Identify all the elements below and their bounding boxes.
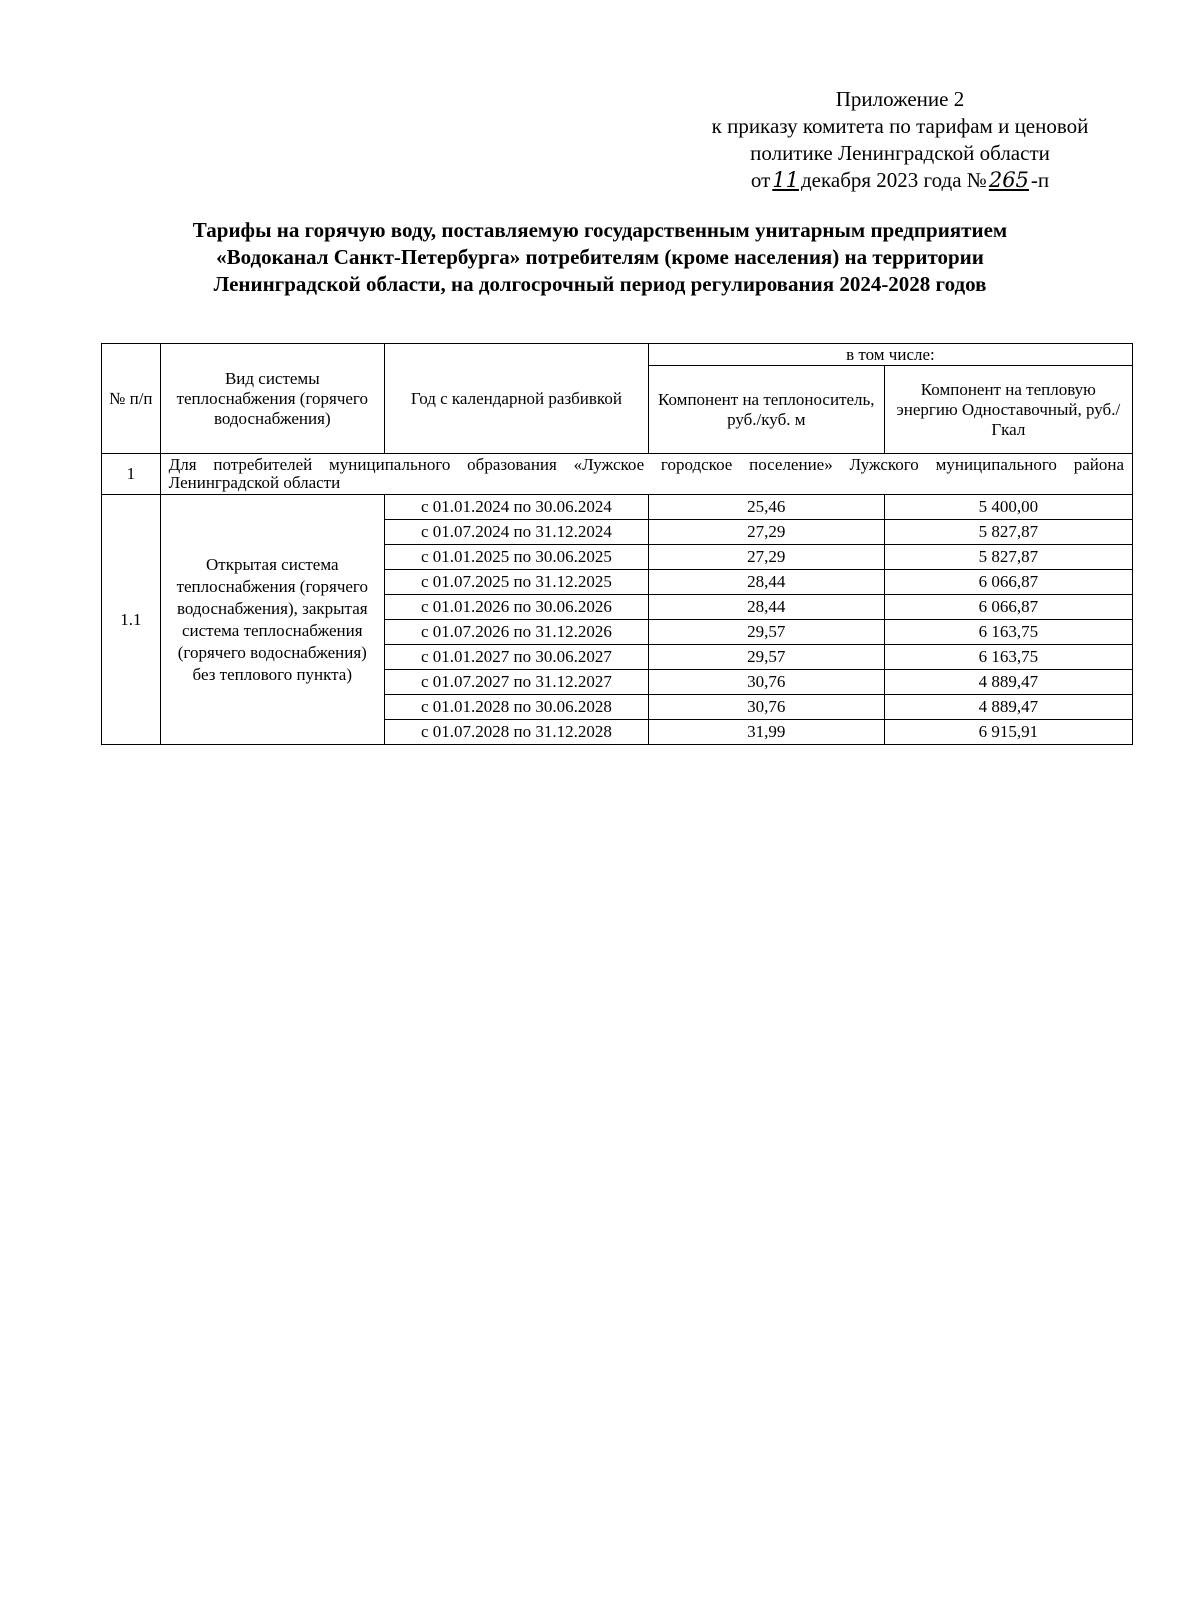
heat-tariff-cell: 6 066,87 <box>884 595 1132 620</box>
header-including: в том числе: <box>648 344 1132 366</box>
date-prefix: от <box>750 168 771 192</box>
period-cell: с 01.01.2027 по 30.06.2027 <box>384 645 648 670</box>
period-cell: с 01.01.2024 по 30.06.2024 <box>384 495 648 520</box>
period-cell: с 01.07.2026 по 31.12.2026 <box>384 620 648 645</box>
section-row <box>102 454 1133 495</box>
tariff-table <box>101 343 1133 745</box>
heat-tariff-cell: 6 915,91 <box>884 720 1132 745</box>
coolant-tariff-cell: 31,99 <box>648 720 884 745</box>
coolant-tariff-cell: 29,57 <box>648 645 884 670</box>
title-line-1: Тарифы на горячую воду, поставляемую государственным унитарным предприятием <box>192 218 1008 242</box>
header-year: Год с календарной разбивкой <box>384 344 648 454</box>
heat-tariff-cell: 6 163,75 <box>884 620 1132 645</box>
coolant-tariff-cell: 28,44 <box>648 595 884 620</box>
heat-tariff-cell: 5 827,87 <box>884 520 1132 545</box>
appendix-line-2: к приказу комитета по тарифам и ценовой <box>711 114 1089 138</box>
table-row <box>102 495 1133 520</box>
appendix-header <box>660 86 1140 194</box>
header-no: № п/п <box>102 344 161 454</box>
period-cell: с 01.07.2025 по 31.12.2025 <box>384 570 648 595</box>
group-system-type: Открытая система теплоснабжения (горячего водоснабжения), закрытая система теплоснабжения (горячего водоснабжения) без теплового пункта) <box>160 495 384 745</box>
header-system: Вид системы теплоснабжения (горячего водоснабжения) <box>160 344 384 454</box>
period-cell: с 01.07.2024 по 31.12.2024 <box>384 520 648 545</box>
appendix-line-4 <box>660 167 1140 194</box>
title-line-3: Ленинградской области, на долгосрочный период регулирования 2024-2028 годов <box>213 272 987 296</box>
period-cell: с 01.01.2028 по 30.06.2028 <box>384 695 648 720</box>
order-suffix: -п <box>1030 168 1050 192</box>
heat-tariff-cell: 6 163,75 <box>884 645 1132 670</box>
coolant-tariff-cell: 30,76 <box>648 670 884 695</box>
coolant-tariff-cell: 27,29 <box>648 545 884 570</box>
coolant-tariff-cell: 30,76 <box>648 695 884 720</box>
coolant-tariff-cell: 28,44 <box>648 570 884 595</box>
header-component-heat: Компонент на тепловую энергию Одноставочный, руб./Гкал <box>884 366 1132 454</box>
coolant-tariff-cell: 27,29 <box>648 520 884 545</box>
appendix-line-1: Приложение 2 <box>835 87 965 111</box>
appendix-line-3: политике Ленинградской области <box>750 141 1050 165</box>
document-title <box>100 217 1100 298</box>
title-line-2: «Водоканал Санкт-Петербурга» потребителям (кроме населения) на территории <box>216 245 984 269</box>
heat-tariff-cell: 4 889,47 <box>884 695 1132 720</box>
coolant-tariff-cell: 25,46 <box>648 495 884 520</box>
date-middle: декабря 2023 года № <box>800 168 987 192</box>
period-cell: с 01.07.2027 по 31.12.2027 <box>384 670 648 695</box>
section-number: 1 <box>102 454 161 495</box>
period-cell: с 01.07.2028 по 31.12.2028 <box>384 720 648 745</box>
heat-tariff-cell: 4 889,47 <box>884 670 1132 695</box>
period-cell: с 01.01.2025 по 30.06.2025 <box>384 545 648 570</box>
section-description: Для потребителей муниципального образования «Лужское городское поселение» Лужского муниципального района Ленинградской области <box>160 454 1132 495</box>
period-cell: с 01.01.2026 по 30.06.2026 <box>384 595 648 620</box>
heat-tariff-cell: 6 066,87 <box>884 570 1132 595</box>
handwritten-order-number: 265 <box>988 168 1029 192</box>
header-component-coolant: Компонент на теплоноситель, руб./куб. м <box>648 366 884 454</box>
heat-tariff-cell: 5 827,87 <box>884 545 1132 570</box>
group-number: 1.1 <box>102 495 161 745</box>
coolant-tariff-cell: 29,57 <box>648 620 884 645</box>
heat-tariff-cell: 5 400,00 <box>884 495 1132 520</box>
handwritten-day: 11 <box>772 168 799 192</box>
